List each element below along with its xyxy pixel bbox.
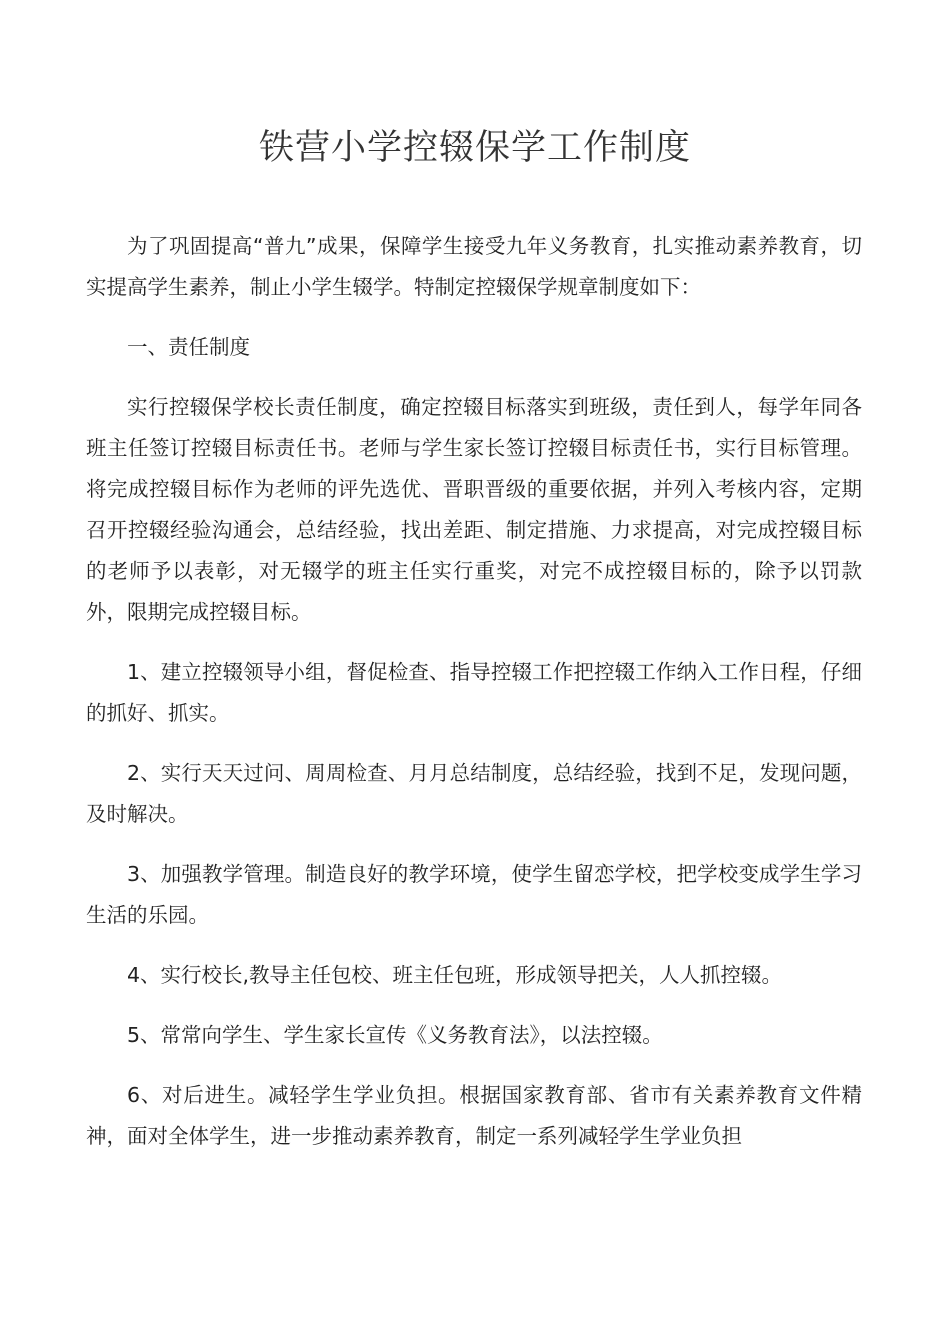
document-title: 铁营小学控辍保学工作制度	[258, 128, 691, 168]
list-item-6: 6、对后进生。减轻学生学业负担。根据国家教育部、省市有关素养教育文件精神，面对全体学生，进一步推动素养教育，制定一系列减轻学生学业负担	[86, 1083, 862, 1148]
list-item-2: 2、实行天天过问、周周检查、月月总结制度，总结经验，找到不足，发现问题，及时解决。	[86, 761, 862, 826]
list-item-1: 1、建立控辍领导小组，督促检查、指导控辍工作把控辍工作纳入工作日程，仔细的抓好、抓实。	[86, 660, 862, 725]
list-item-3: 3、加强教学管理。制造良好的教学环境，使学生留恋学校，把学校变成学生学习生活的乐园。	[86, 862, 862, 927]
document-body	[86, 226, 862, 1176]
section-heading-responsibility: 一、责任制度	[127, 335, 250, 359]
list-item-5: 5、常常向学生、学生家长宣传《义务教育法》，以法控辍。	[127, 1023, 663, 1047]
list-item-4: 4、实行校长,教导主任包校、班主任包班，形成领导把关，人人抓控辍。	[127, 963, 783, 987]
responsibility-paragraph: 实行控辍保学校长责任制度，确定控辍目标落实到班级，责任到人，每学年同各班主任签订控辍目标责任书。老师与学生家长签订控辍目标责任书，实行目标管理。将完成控辍目标作为老师的评先选优、晋职晋级的重要依据，并列入考核内容，定期召开控辍经验沟通会，总结经验，找出差距、制定措施、力求提高，对完成控辍目标的老师予以表彰，对无辍学的班主任实行重奖，对完不成控辍目标的，除予以罚款外，限期完成控辍目标。	[86, 395, 862, 624]
intro-paragraph: 为了巩固提高“普九”成果，保障学生接受九年义务教育，扎实推动素养教育，切实提高学生素养，制止小学生辍学。特制定控辍保学规章制度如下：	[86, 234, 862, 299]
